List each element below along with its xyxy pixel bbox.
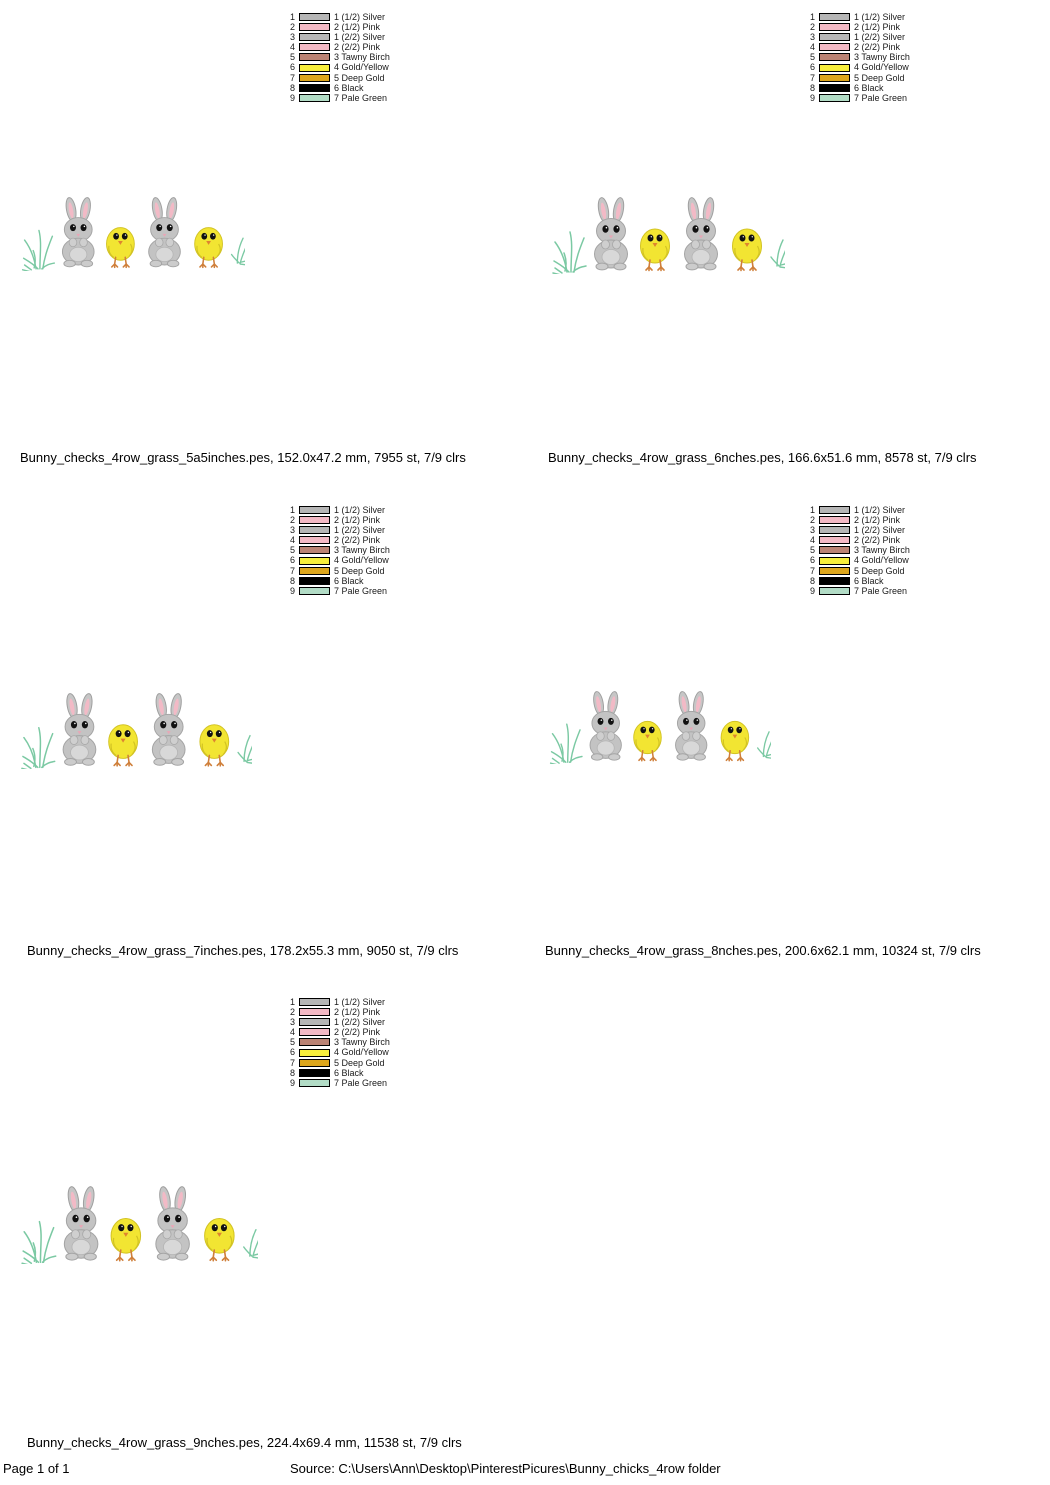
legend-row-label: 2 (2/2) Pink bbox=[854, 535, 901, 546]
legend-row-label: 6 Black bbox=[334, 575, 364, 586]
legend-row bbox=[805, 545, 910, 555]
legend-row-number: 4 bbox=[289, 535, 295, 546]
legend-row-label: 2 (1/2) Pink bbox=[334, 515, 381, 526]
legend-row bbox=[285, 535, 390, 545]
thread-color-swatch bbox=[299, 516, 330, 524]
legend-row bbox=[805, 12, 910, 22]
thread-color-swatch bbox=[299, 998, 330, 1006]
embroidery-design-preview bbox=[543, 690, 771, 764]
legend-row-number: 6 bbox=[289, 555, 295, 566]
legend-row bbox=[285, 1058, 390, 1068]
legend-row-number: 9 bbox=[289, 92, 295, 103]
legend-row bbox=[285, 525, 390, 535]
legend-row-number: 4 bbox=[289, 42, 295, 53]
thread-color-swatch bbox=[299, 546, 330, 554]
legend-row-label: 2 (2/2) Pink bbox=[334, 42, 381, 53]
legend-row-label: 1 (2/2) Silver bbox=[334, 1017, 386, 1028]
legend-row-label: 1 (2/2) Silver bbox=[334, 32, 386, 43]
legend-row-number: 1 bbox=[289, 997, 295, 1007]
legend-row-label: 5 Deep Gold bbox=[854, 72, 905, 83]
legend-row-number: 6 bbox=[289, 1047, 295, 1058]
legend-row-number: 7 bbox=[289, 1057, 295, 1068]
thread-color-swatch bbox=[299, 23, 330, 31]
thread-color-swatch bbox=[299, 43, 330, 51]
thread-color-swatch bbox=[299, 587, 330, 595]
thread-color-swatch bbox=[299, 13, 330, 21]
legend-row-number: 9 bbox=[809, 585, 815, 596]
thread-color-swatch bbox=[299, 1069, 330, 1077]
legend-row-number: 9 bbox=[289, 1077, 295, 1088]
legend-row-number: 5 bbox=[289, 545, 295, 556]
thread-color-swatch bbox=[819, 94, 850, 102]
legend-row bbox=[805, 586, 910, 596]
thread-color-swatch bbox=[299, 1059, 330, 1067]
legend-row-number: 2 bbox=[289, 22, 295, 33]
source-path: Source: C:\Users\Ann\Desktop\PinterestPicures\Bunny_chicks_4row folder bbox=[290, 1461, 721, 1476]
thread-color-swatch bbox=[299, 567, 330, 575]
legend-row-number: 5 bbox=[809, 545, 815, 556]
legend-row-number: 6 bbox=[289, 62, 295, 73]
legend-row-label: 1 (1/2) Silver bbox=[854, 505, 906, 515]
legend-row bbox=[805, 62, 910, 72]
legend-row-label: 2 (1/2) Pink bbox=[334, 1007, 381, 1018]
thread-color-swatch bbox=[819, 33, 850, 41]
legend-row-label: 2 (2/2) Pink bbox=[334, 535, 381, 546]
legend-row-number: 4 bbox=[809, 535, 815, 546]
legend-row-number: 8 bbox=[289, 1067, 295, 1078]
thread-color-legend bbox=[285, 12, 390, 103]
thread-color-swatch bbox=[819, 43, 850, 51]
legend-row-label: 2 (1/2) Pink bbox=[334, 22, 381, 33]
design-caption: Bunny_checks_4row_grass_9nches.pes, 224.4x69.4 mm, 11538 st, 7/9 clrs bbox=[27, 1435, 462, 1450]
thread-color-swatch bbox=[299, 1018, 330, 1026]
legend-row-label: 3 Tawny Birch bbox=[334, 1037, 390, 1048]
legend-row-label: 5 Deep Gold bbox=[334, 1057, 385, 1068]
legend-row-number: 2 bbox=[809, 515, 815, 526]
thread-color-swatch bbox=[299, 536, 330, 544]
legend-row-label: 1 (1/2) Silver bbox=[854, 12, 906, 22]
thread-color-swatch bbox=[819, 536, 850, 544]
legend-row-label: 1 (1/2) Silver bbox=[334, 505, 386, 515]
legend-row bbox=[285, 32, 390, 42]
legend-row-number: 2 bbox=[289, 1007, 295, 1018]
legend-row bbox=[285, 73, 390, 83]
legend-row-number: 7 bbox=[289, 565, 295, 576]
legend-row-number: 1 bbox=[289, 12, 295, 22]
design-caption: Bunny_checks_4row_grass_8nches.pes, 200.6x62.1 mm, 10324 st, 7/9 clrs bbox=[545, 943, 981, 958]
legend-row bbox=[285, 505, 390, 515]
design-caption: Bunny_checks_4row_grass_6nches.pes, 166.6x51.6 mm, 8578 st, 7/9 clrs bbox=[548, 450, 977, 465]
legend-row bbox=[285, 566, 390, 576]
embroidery-design-preview bbox=[14, 692, 252, 769]
legend-row bbox=[285, 12, 390, 22]
legend-row bbox=[805, 32, 910, 42]
legend-row-label: 5 Deep Gold bbox=[334, 72, 385, 83]
legend-row-label: 1 (1/2) Silver bbox=[334, 12, 386, 22]
legend-row-number: 2 bbox=[809, 22, 815, 33]
legend-row bbox=[805, 535, 910, 545]
legend-row bbox=[285, 42, 390, 52]
legend-row-number: 6 bbox=[809, 555, 815, 566]
legend-row bbox=[285, 62, 390, 72]
legend-row bbox=[805, 566, 910, 576]
thread-color-legend bbox=[805, 505, 910, 596]
legend-row-label: 2 (2/2) Pink bbox=[854, 42, 901, 53]
thread-color-legend bbox=[805, 12, 910, 103]
thread-color-swatch bbox=[299, 1038, 330, 1046]
legend-row-label: 4 Gold/Yellow bbox=[334, 1047, 389, 1058]
legend-row-number: 8 bbox=[809, 575, 815, 586]
legend-row-number: 3 bbox=[289, 525, 295, 536]
thread-color-swatch bbox=[299, 577, 330, 585]
legend-row bbox=[285, 997, 390, 1007]
thread-color-swatch bbox=[819, 23, 850, 31]
legend-row-number: 3 bbox=[809, 525, 815, 536]
embroidery-design-preview bbox=[14, 1185, 258, 1264]
thread-color-swatch bbox=[299, 33, 330, 41]
legend-row bbox=[285, 52, 390, 62]
design-caption: Bunny_checks_4row_grass_5a5inches.pes, 152.0x47.2 mm, 7955 st, 7/9 clrs bbox=[20, 450, 466, 465]
thread-color-swatch bbox=[299, 526, 330, 534]
thread-color-swatch bbox=[819, 526, 850, 534]
legend-row-number: 1 bbox=[809, 12, 815, 22]
legend-row-label: 1 (1/2) Silver bbox=[334, 997, 386, 1007]
embroidery-design-preview bbox=[15, 196, 245, 271]
legend-row bbox=[285, 1078, 390, 1088]
legend-row-label: 7 Pale Green bbox=[334, 585, 388, 596]
thread-color-swatch bbox=[299, 506, 330, 514]
legend-row-number: 3 bbox=[289, 32, 295, 43]
legend-row-number: 5 bbox=[289, 52, 295, 63]
legend-row-label: 2 (1/2) Pink bbox=[854, 22, 901, 33]
legend-row bbox=[805, 83, 910, 93]
thread-color-swatch bbox=[299, 1008, 330, 1016]
legend-row-label: 4 Gold/Yellow bbox=[854, 62, 909, 73]
legend-row-number: 4 bbox=[809, 42, 815, 53]
thread-color-swatch bbox=[299, 84, 330, 92]
legend-row-number: 1 bbox=[809, 505, 815, 515]
legend-row bbox=[285, 576, 390, 586]
thread-color-swatch bbox=[819, 53, 850, 61]
legend-row bbox=[805, 576, 910, 586]
legend-row-label: 6 Black bbox=[334, 82, 364, 93]
legend-row-label: 3 Tawny Birch bbox=[854, 52, 910, 63]
legend-row-label: 1 (2/2) Silver bbox=[854, 32, 906, 43]
thread-color-legend bbox=[285, 505, 390, 596]
thread-color-swatch bbox=[299, 1049, 330, 1057]
thread-color-swatch bbox=[819, 557, 850, 565]
thread-color-swatch bbox=[299, 1028, 330, 1036]
legend-row-number: 5 bbox=[289, 1037, 295, 1048]
legend-row bbox=[285, 545, 390, 555]
legend-row-number: 5 bbox=[809, 52, 815, 63]
legend-row-number: 7 bbox=[289, 72, 295, 83]
legend-row-label: 1 (2/2) Silver bbox=[854, 525, 906, 536]
legend-row-number: 8 bbox=[289, 575, 295, 586]
legend-row-number: 1 bbox=[289, 505, 295, 515]
legend-row bbox=[285, 555, 390, 565]
page-number: Page 1 of 1 bbox=[3, 1461, 70, 1476]
legend-row-number: 8 bbox=[809, 82, 815, 93]
legend-row-label: 6 Black bbox=[854, 82, 884, 93]
legend-row bbox=[805, 42, 910, 52]
legend-row-label: 7 Pale Green bbox=[334, 92, 388, 103]
legend-row-number: 2 bbox=[289, 515, 295, 526]
legend-row-label: 7 Pale Green bbox=[854, 585, 908, 596]
thread-color-swatch bbox=[299, 94, 330, 102]
legend-row-label: 3 Tawny Birch bbox=[334, 545, 390, 556]
legend-row bbox=[285, 22, 390, 32]
legend-row bbox=[285, 1017, 390, 1027]
legend-row-label: 5 Deep Gold bbox=[334, 565, 385, 576]
legend-row-number: 9 bbox=[809, 92, 815, 103]
legend-row bbox=[285, 1037, 390, 1047]
legend-row bbox=[285, 1068, 390, 1078]
thread-color-swatch bbox=[299, 74, 330, 82]
legend-row-label: 2 (1/2) Pink bbox=[854, 515, 901, 526]
legend-row-number: 3 bbox=[809, 32, 815, 43]
thread-color-legend bbox=[285, 997, 390, 1088]
legend-row-label: 3 Tawny Birch bbox=[854, 545, 910, 556]
legend-row bbox=[285, 93, 390, 103]
thread-color-swatch bbox=[819, 74, 850, 82]
legend-row-label: 7 Pale Green bbox=[334, 1077, 388, 1088]
legend-row bbox=[805, 93, 910, 103]
thread-color-swatch bbox=[819, 567, 850, 575]
thread-color-swatch bbox=[819, 84, 850, 92]
legend-row-label: 1 (2/2) Silver bbox=[334, 525, 386, 536]
thread-color-swatch bbox=[299, 1079, 330, 1087]
legend-row bbox=[805, 73, 910, 83]
legend-row-label: 6 Black bbox=[334, 1067, 364, 1078]
legend-row-number: 7 bbox=[809, 72, 815, 83]
thread-color-swatch bbox=[819, 577, 850, 585]
legend-row-label: 7 Pale Green bbox=[854, 92, 908, 103]
thread-color-swatch bbox=[819, 516, 850, 524]
legend-row-label: 5 Deep Gold bbox=[854, 565, 905, 576]
design-caption: Bunny_checks_4row_grass_7inches.pes, 178.2x55.3 mm, 9050 st, 7/9 clrs bbox=[27, 943, 459, 958]
legend-row bbox=[285, 586, 390, 596]
legend-row-number: 7 bbox=[809, 565, 815, 576]
legend-row-number: 8 bbox=[289, 82, 295, 93]
legend-row bbox=[805, 505, 910, 515]
thread-color-swatch bbox=[299, 557, 330, 565]
thread-color-swatch bbox=[819, 546, 850, 554]
thread-color-swatch bbox=[819, 13, 850, 21]
legend-row-number: 9 bbox=[289, 585, 295, 596]
legend-row bbox=[285, 1047, 390, 1057]
thread-color-swatch bbox=[819, 64, 850, 72]
legend-row bbox=[805, 52, 910, 62]
legend-row bbox=[285, 83, 390, 93]
thread-color-swatch bbox=[299, 64, 330, 72]
legend-row-label: 2 (2/2) Pink bbox=[334, 1027, 381, 1038]
legend-row-label: 3 Tawny Birch bbox=[334, 52, 390, 63]
thread-color-swatch bbox=[819, 587, 850, 595]
legend-row bbox=[805, 22, 910, 32]
legend-row-number: 3 bbox=[289, 1017, 295, 1028]
thread-color-swatch bbox=[819, 506, 850, 514]
legend-row-number: 6 bbox=[809, 62, 815, 73]
legend-row-label: 6 Black bbox=[854, 575, 884, 586]
legend-row-label: 4 Gold/Yellow bbox=[334, 555, 389, 566]
embroidery-design-preview bbox=[545, 196, 785, 274]
legend-row bbox=[805, 525, 910, 535]
legend-row bbox=[805, 515, 910, 525]
legend-row bbox=[805, 555, 910, 565]
legend-row bbox=[285, 1007, 390, 1017]
legend-row-label: 4 Gold/Yellow bbox=[334, 62, 389, 73]
legend-row-number: 4 bbox=[289, 1027, 295, 1038]
legend-row bbox=[285, 1027, 390, 1037]
legend-row bbox=[285, 515, 390, 525]
thread-color-swatch bbox=[299, 53, 330, 61]
legend-row-label: 4 Gold/Yellow bbox=[854, 555, 909, 566]
